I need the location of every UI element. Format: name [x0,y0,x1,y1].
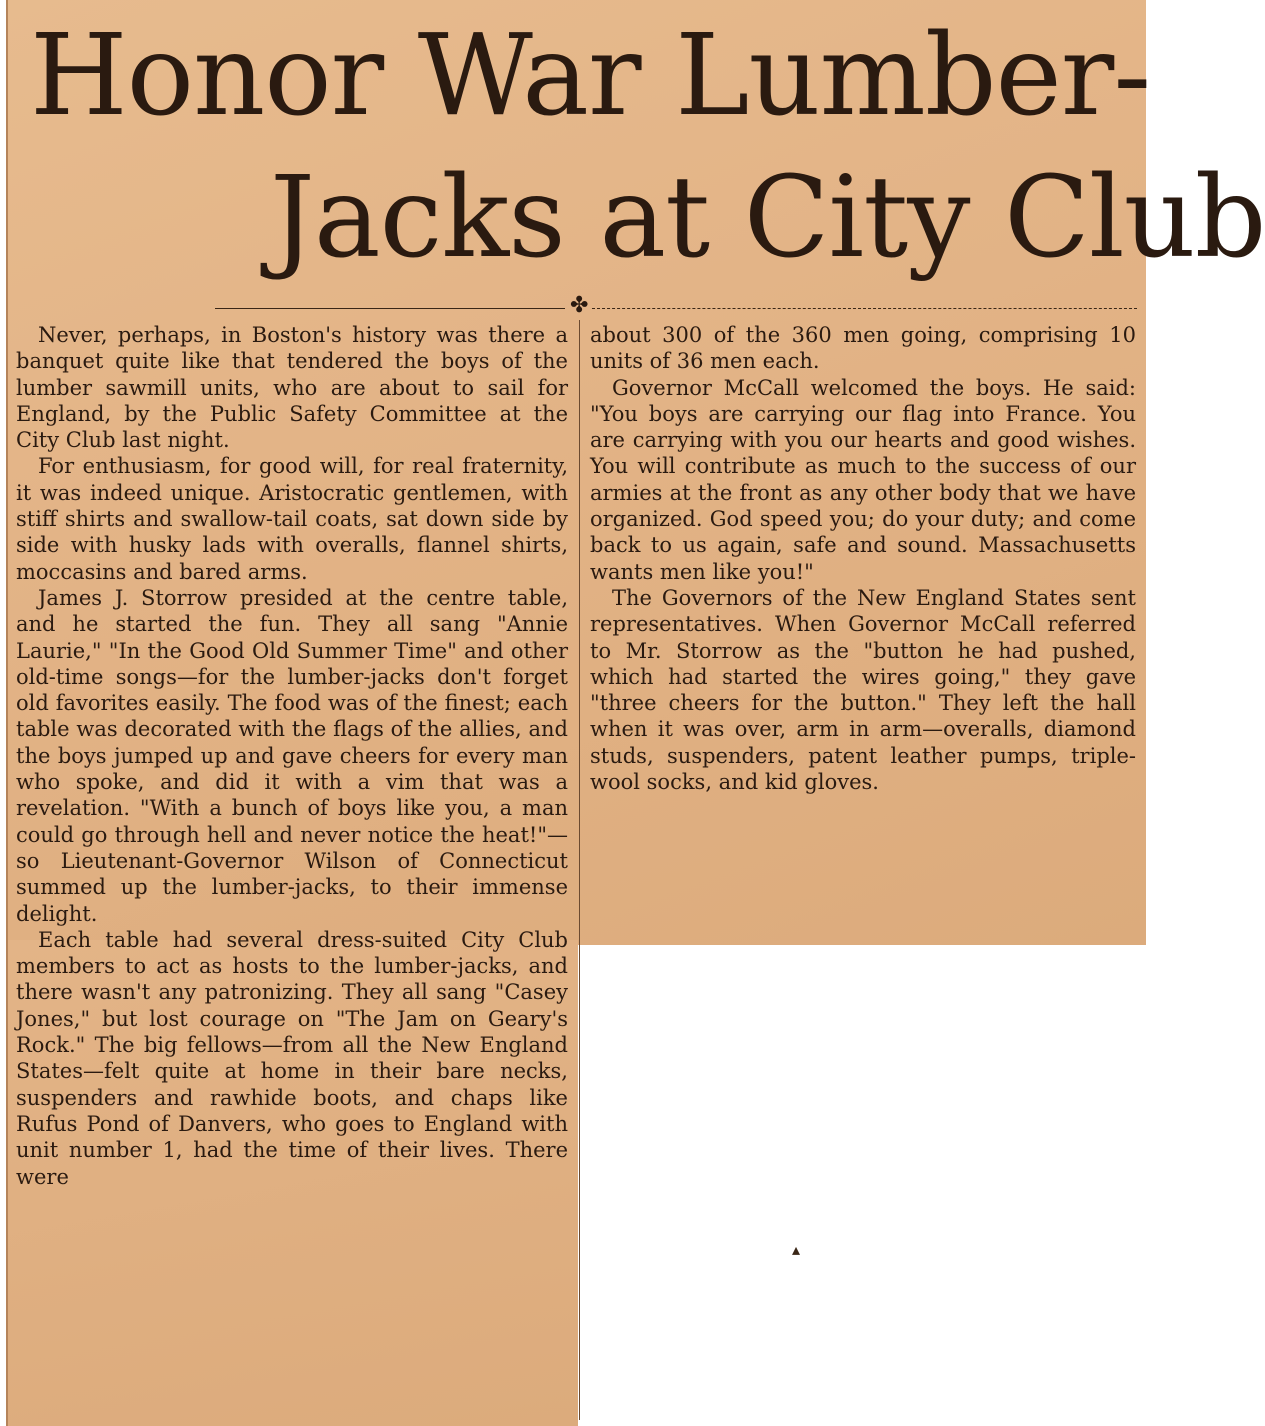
paragraph: For enthusiasm, for good will, for real fraternity, it was indeed unique. Aristocratic gentlemen, with stiff shirts and swallow-tail coats, sat down side by side with husky lads with overalls, flannel shirts, moccasins and bared arms. [16,454,568,584]
headline-line-1: Honor War Lumber- [30,11,1151,141]
paper-speck: ▴ [792,1240,801,1259]
paragraph: Governor McCall welcomed the boys. He said: "You boys are carrying our flag into France. You are carrying with you our hearts and good wishes. You will contribute as much to the success of our armies at the front as any other body that we have organized. God speed you; do your duty; and come back to us again, safe and sound. Massachusetts wants men like you!" [590,375,1136,584]
paragraph: Each table had several dress-suited City Club members to act as hosts to the lumber-jacks, and there wasn't any patronizing. They all sang "Casey Jones," but lost courage on "The Jam on Geary's Rock." The big fellows—from all the New England States—felt quite at home in their bare necks, suspenders and rawhide boots, and chaps like Rufus Pond of Danvers, who goes to England with unit number 1, had the time of their lives. There were [16,927,568,1189]
article-right-column [590,322,1136,795]
paragraph: Never, perhaps, in Boston's history was there a banquet quite like that tendered the boys of the lumber sawmill units, who are about to sail for England, by the Public Safety Committee at the City Club last night. [16,323,568,453]
article-left-column [16,322,568,1190]
headline-rule-left [215,308,565,309]
paragraph: about 300 of the 360 men going, comprising 10 units of 36 men each. [590,323,1136,374]
paragraph: The Governors of the New England States sent representatives. When Governor McCall referred to Mr. Storrow as the "button he had pushed, which had started the wires going," they gave "three cheers for the button." They left the hall when it was over, arm in arm—overalls, diamond studs, suspenders, patent leather pumps, triple-wool socks, and kid gloves. [590,585,1136,795]
clipping-left-edge [6,0,8,1426]
ornament-dingbat: ✤ [570,293,589,318]
paragraph: James J. Storrow presided at the centre table, and he started the fun. They all sang "Annie Laurie," "In the Good Old Summer Time" and other old-time songs—for the lumber-jacks don't forget old favorites easily. The food was of the finest; each table was decorated with the flags of the allies, and the boys jumped up and gave cheers for every man who spoke, and did it with a vim that was a revelation. "With a bunch of boys like you, a man could go through hell and never notice the heat!"—so Lieutenant-Governor Wilson of Connecticut summed up the lumber-jacks, to their immense delight. [16,585,568,926]
headline-rule-right [592,308,1137,310]
headline-line-2: Jacks at City Club [270,153,1265,283]
column-divider [579,320,580,1420]
